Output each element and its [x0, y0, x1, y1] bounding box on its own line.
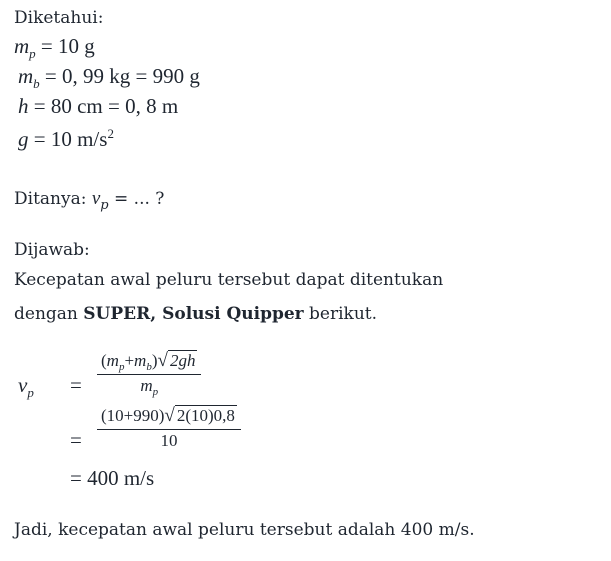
h-rhs: = 80 cm = 0, 8 m [33, 94, 179, 118]
mp-var: m [14, 34, 30, 58]
mb-rhs: = 0, 99 kg = 990 g [44, 64, 200, 88]
solution-eq1: = [70, 373, 82, 397]
known-heading: Diketahui: [14, 8, 104, 28]
step1-numerator [97, 350, 201, 375]
step1-radical-icon: √ [157, 350, 168, 371]
asked-rest: = ... ? [108, 189, 165, 209]
step1-plus: + [124, 351, 135, 370]
step1-paren-open: ( [101, 351, 107, 370]
step1-fraction [97, 350, 201, 396]
solution-step2 [97, 405, 241, 451]
mb-sub: b [33, 76, 40, 91]
step2-radical-icon: √ [164, 405, 175, 426]
answer-line2 [14, 304, 377, 324]
asked-var: v [91, 188, 101, 209]
mb-var: m [18, 64, 34, 88]
known-h [18, 94, 178, 119]
step1-den-sub: p [152, 386, 159, 398]
step2-radicand: 2(10)0,8 [176, 406, 235, 425]
asked-sub: p [100, 198, 109, 213]
step1-den-var: m [140, 376, 153, 395]
solution-step3: = 400 m/s [70, 466, 155, 490]
asked-line [14, 188, 165, 213]
conclusion: Jadi, kecepatan awal peluru tersebut adalah 400 m/s. [14, 520, 475, 540]
known-g [18, 127, 114, 152]
known-mb [18, 64, 200, 89]
solution-eq2: = [70, 428, 82, 452]
g-var: g [18, 127, 29, 151]
h-var: h [18, 94, 29, 118]
step2-numerator [97, 405, 241, 430]
solution-lhs [18, 373, 34, 398]
answer-line2-bold: SUPER, Solusi Quipper [83, 304, 304, 324]
lhs-sub: p [27, 385, 34, 400]
answer-line1: Kecepatan awal peluru tersebut dapat ditentukan [14, 270, 444, 290]
answer-line2-post: berikut. [303, 304, 378, 324]
solution-step1 [97, 350, 201, 396]
asked-label: Ditanya: [14, 189, 92, 209]
answer-line2-pre: dengan [14, 304, 84, 324]
step1-m2: m [134, 351, 147, 370]
step1-denominator [140, 375, 158, 396]
mp-rhs: = 10 g [40, 34, 95, 58]
step1-radicand: 2gh [169, 351, 196, 370]
step2-sum: (10+990) [101, 406, 165, 425]
lhs-var: v [18, 373, 28, 397]
known-mp [14, 34, 95, 59]
g-sup: 2 [107, 126, 114, 141]
g-rhs: = 10 m/s [33, 127, 108, 151]
step2-fraction [97, 405, 241, 451]
step1-s2: b [146, 361, 152, 373]
mp-sub: p [29, 46, 36, 61]
step1-s1: p [118, 361, 125, 373]
answer-heading: Dijawab: [14, 240, 90, 260]
step1-paren-close: ) [151, 351, 158, 370]
step1-m1: m [106, 351, 119, 370]
step2-denominator: 10 [160, 431, 178, 450]
